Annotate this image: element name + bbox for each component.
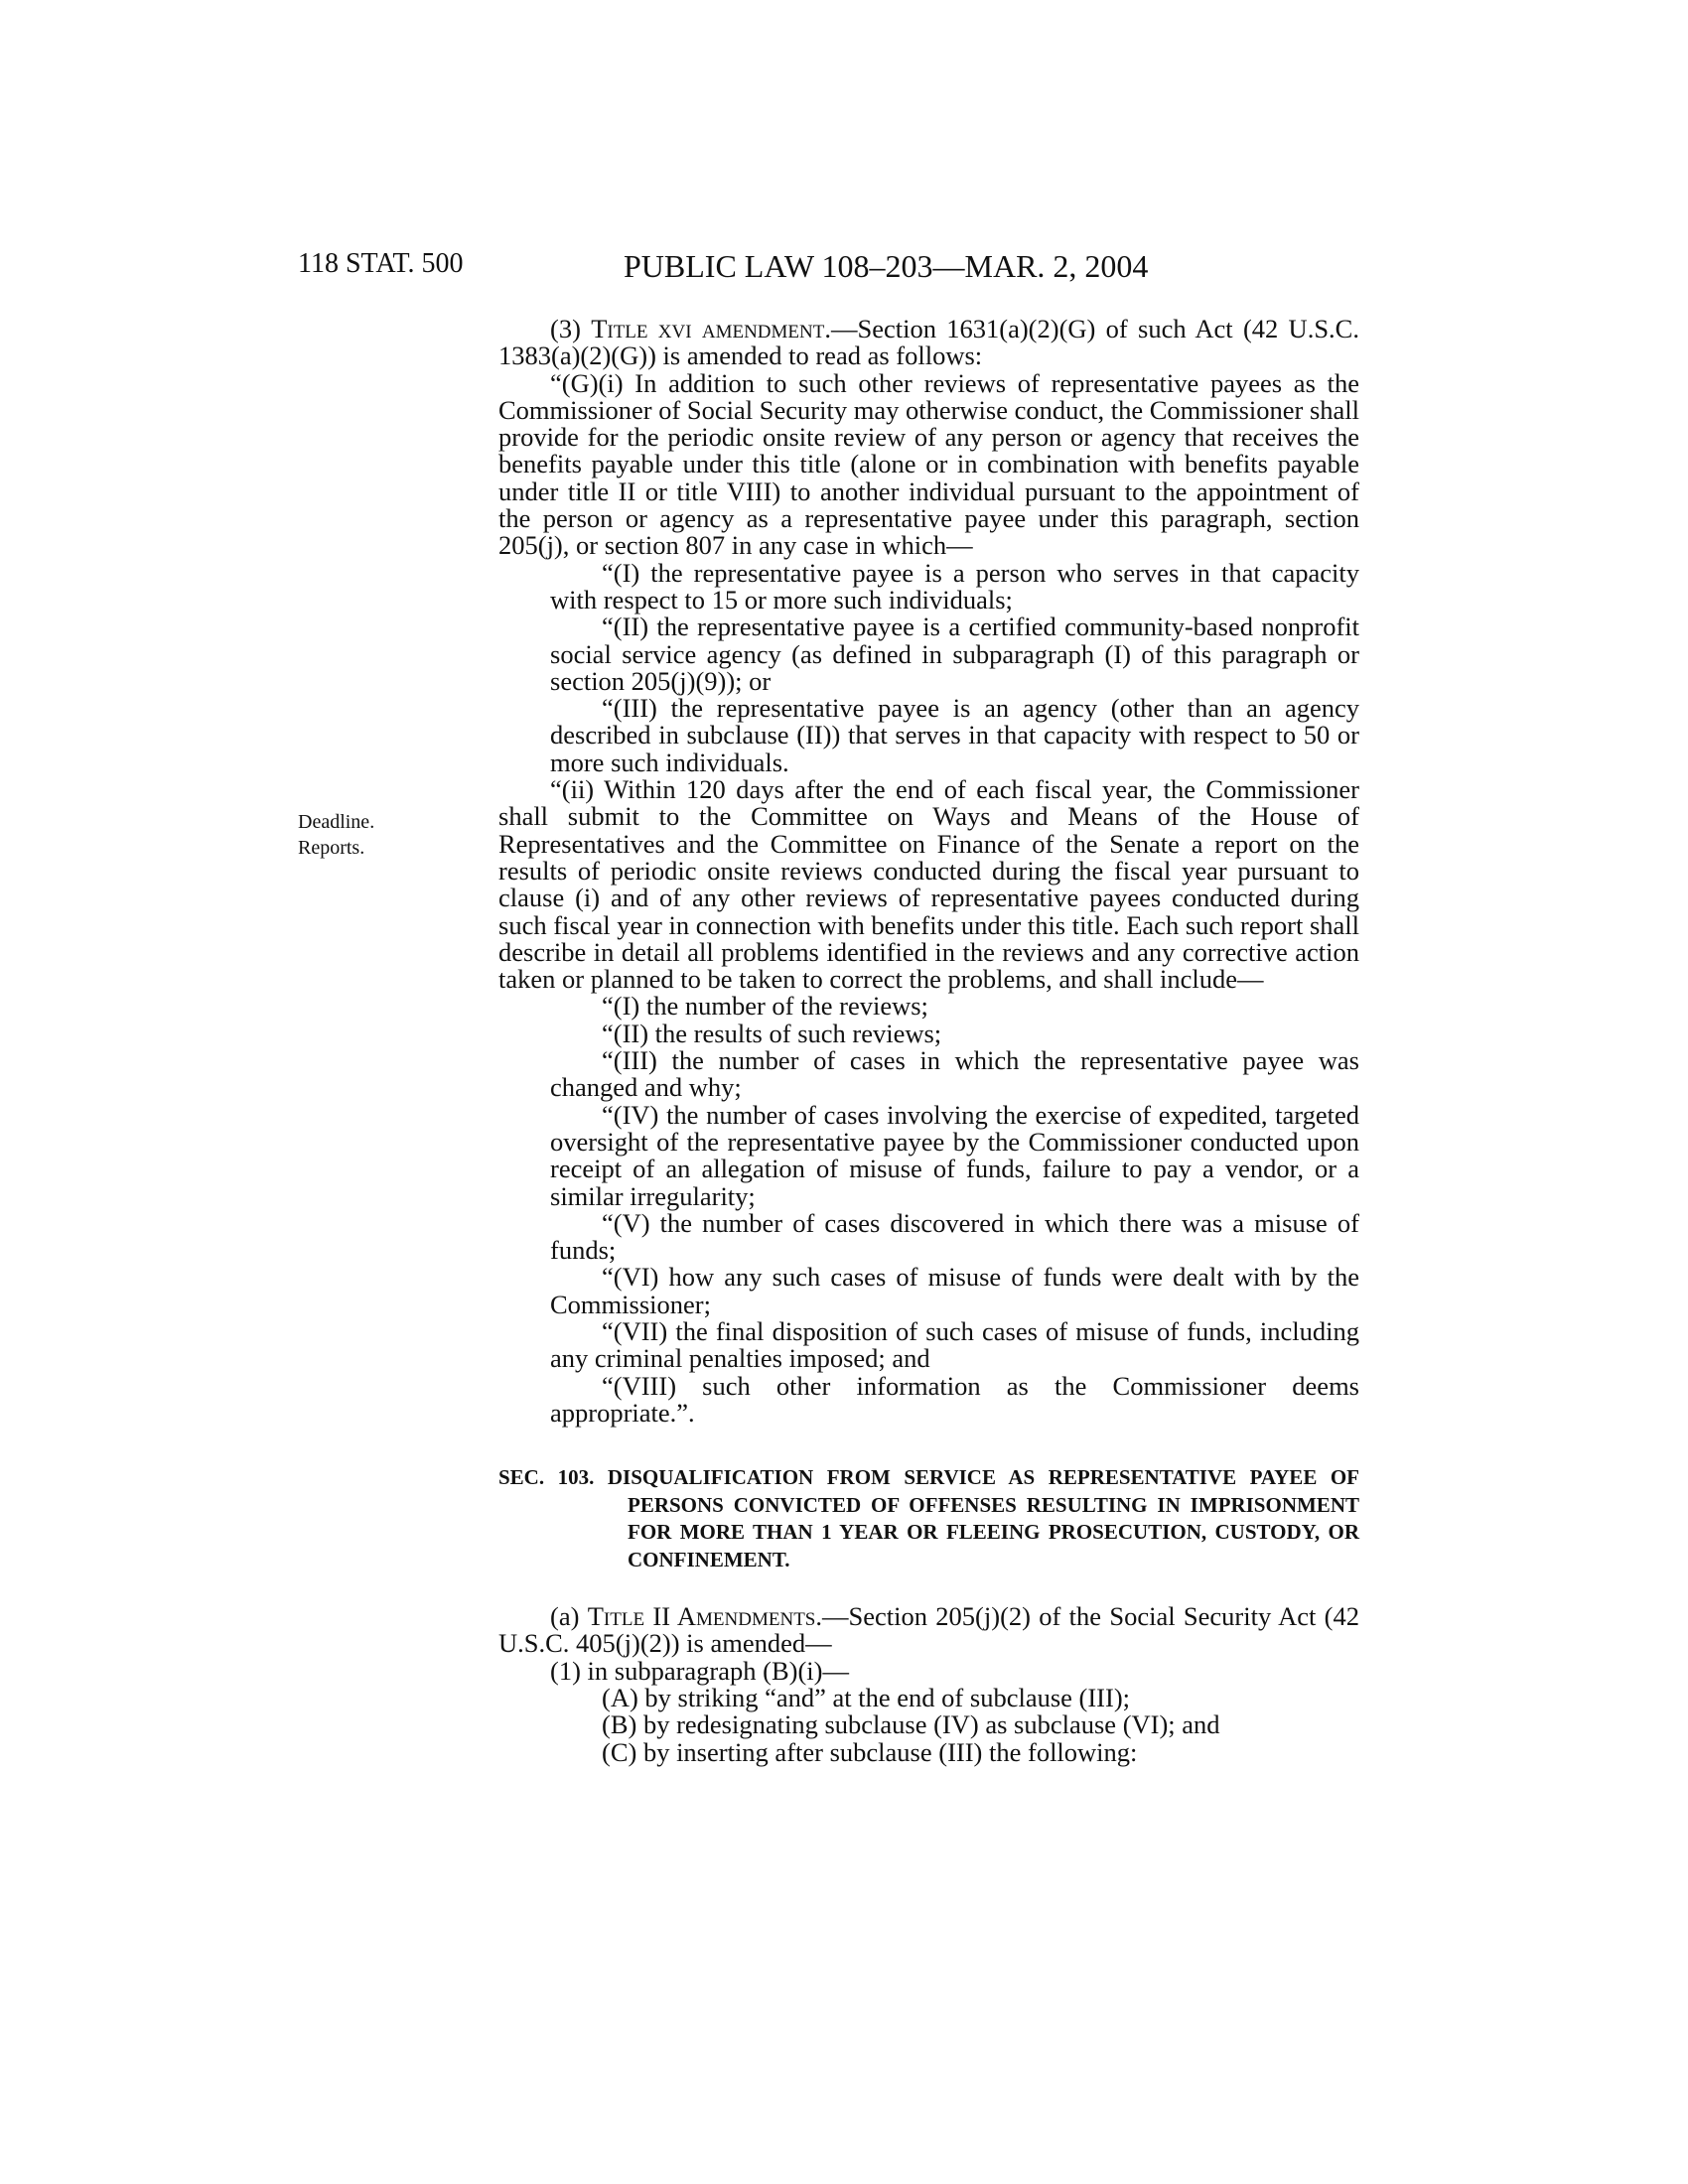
margin-notes <box>298 809 374 861</box>
clause-g-ii: “(ii) Within 120 days after the end of each fiscal year, the Commissioner shall submit to the Committee on Ways and Means of the House of Representatives and the Committee on Finance of the Senate a report on the results of periodic onsite reviews conducted during the fiscal year pursuant to clause (i) and of any other reviews of representative payees conducted during such fiscal year in connection with benefits under this title. Each such report shall describe in detail all problems identified in the reviews and any corrective action taken or planned to be taken to correct the problems, and shall include— <box>498 774 1359 995</box>
amendment-C: (C) by inserting after subclause (III) the following: <box>602 1736 1138 1767</box>
report-item-VIII: “(VIII) such other information as the Commissioner deems appropriate.”. <box>550 1370 1359 1428</box>
report-item-I: “(I) the number of the reviews; <box>602 991 928 1022</box>
subsection-a: (a) Title II Amendments.—Section 205(j)(2) of the Social Security Act (42 U.S.C. 405(j)(2)) is amended— <box>498 1601 1359 1659</box>
report-item-II: “(II) the results of such reviews; <box>602 1018 942 1048</box>
paragraph-3-heading: Title xvi amendment. <box>591 314 831 343</box>
subsection-a-heading: Title II Amendments. <box>587 1601 822 1632</box>
subclause-III: “(III) the representative payee is an agency (other than an agency described in subclause (II)) that serves in that capacity with respect to 50 or more such individuals. <box>550 693 1359 777</box>
subclause-I: “(I) the representative payee is a person who serves in that capacity with respect to 15 or more such individuals; <box>550 557 1359 614</box>
report-item-VI: “(VI) how any such cases of misuse of funds were dealt with by the Commissioner; <box>550 1262 1359 1319</box>
margin-note-deadline: Deadline. <box>298 811 375 833</box>
margin-note-reports: Reports. <box>298 837 365 859</box>
amendment-1: (1) in subparagraph (B)(i)— <box>550 1655 849 1686</box>
paragraph-3: (3) Title xvi amendment.—Section 1631(a)(2)(G) of such Act (42 U.S.C. 1383(a)(2)(G)) is amended to read as follows: <box>498 314 1359 371</box>
stat-reference: 118 STAT. 500 <box>298 248 464 279</box>
report-item-III: “(III) the number of cases in which the representative payee was changed and why; <box>550 1045 1359 1103</box>
amendment-A: (A) by striking “and” at the end of subclause (III); <box>602 1683 1131 1713</box>
section-103-heading: SEC. 103. DISQUALIFICATION FROM SERVICE AS REPRESENTATIVE PAYEE OF PERSONS CONVICTED OF OFFENSES RESULTING IN IMPRISONMENT FOR MORE THAN 1 YEAR OR FLEEING PROSECUTION, CUSTODY, OR CONFINEMENT. <box>498 1465 1359 1571</box>
clause-g-i: “(G)(i) In addition to such other reviews of representative payees as the Commissioner of Social Security may otherwise conduct, the Commissioner shall provide for the periodic onsite review of any person or agency that receives the benefits payable under this title (alone or in combination with benefits payable under title II or title VIII) to another individual pursuant to the appointment of the person or agency as a representative payee under this paragraph, section 205(j), or section 807 in any case in which— <box>498 367 1360 561</box>
document-body <box>498 316 1359 1766</box>
subclause-II: “(II) the representative payee is a certified community-based nonprofit social service agency (as defined in subparagraph (I) of this paragraph or section 205(j)(9)); or <box>550 612 1359 696</box>
report-item-VII: “(VII) the final disposition of such cases of misuse of funds, including any criminal penalties imposed; and <box>550 1315 1359 1374</box>
report-item-V: “(V) the number of cases discovered in which there was a misuse of funds; <box>550 1207 1359 1266</box>
law-title: PUBLIC LAW 108–203—MAR. 2, 2004 <box>624 248 1149 284</box>
amendment-B: (B) by redesignating subclause (IV) as subclause (VI); and <box>602 1709 1220 1740</box>
report-item-IV: “(IV) the number of cases involving the exercise of expedited, targeted oversight of the representative payee by the Commissioner conducted upon receipt of an allegation of misuse of funds, failure to pay a vendor, or a similar irregularity; <box>550 1099 1359 1211</box>
